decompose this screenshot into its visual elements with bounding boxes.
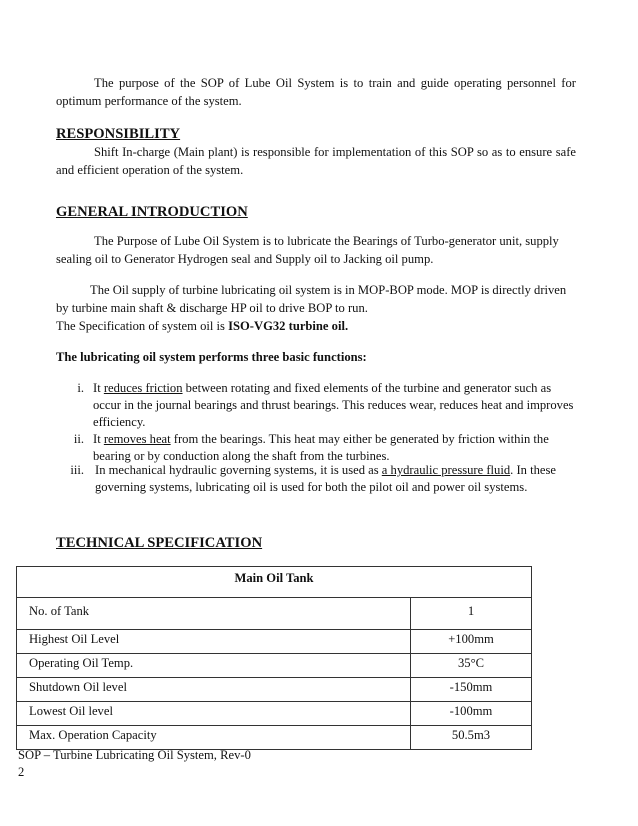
list-number: ii. — [73, 432, 84, 446]
general-introduction-heading: GENERAL INTRODUCTION — [56, 204, 248, 220]
table-title: Main Oil Tank — [17, 567, 532, 598]
responsibility-heading: RESPONSIBILITY — [56, 126, 181, 142]
reduces-friction-link[interactable]: reduces friction — [103, 381, 183, 395]
row-label: No. of Tank — [17, 598, 411, 630]
table-row — [17, 654, 532, 678]
hydraulic-pressure-fluid-link[interactable]: a hydraulic pressure fluid — [381, 463, 511, 477]
intro-paragraph-2 — [56, 281, 576, 317]
row-value: 50.5m3 — [411, 726, 532, 750]
intro-text-1: The Purpose of Lube Oil System is to lubricate the Bearings of Turbo-generator unit, supply sealing oil to Generator Hydrogen seal and Supply oil to Jacking oil pump. — [56, 234, 559, 266]
row-label: Max. Operation Capacity — [17, 726, 411, 750]
purpose-paragraph — [56, 74, 576, 110]
row-label: Highest Oil Level — [17, 630, 411, 654]
oil-spec-prefix: The Specification of system oil is — [56, 319, 229, 333]
footer-title: SOP – Turbine Lubricating Oil System, Rev-0 — [18, 748, 251, 762]
oil-spec-value: ISO-VG32 turbine oil. — [228, 319, 349, 333]
oil-specification-line — [56, 317, 576, 335]
list-text: It reduces friction between rotating and fixed elements of the turbine and generator such as occur in the journal bearings and thrust bearings. This reduces wear, reduces heat and improves efficiency. — [93, 381, 574, 429]
table-row — [17, 678, 532, 702]
row-value: 1 — [411, 598, 532, 630]
row-label: Shutdown Oil level — [17, 678, 411, 702]
table-header-row — [17, 567, 532, 598]
row-value: 35°C — [411, 654, 532, 678]
page-number: 2 — [18, 765, 25, 779]
list-text: It removes heat from the bearings. This heat may either be generated by friction within the bearing or by conduction along the shaft from the turbines. — [93, 432, 549, 463]
list-number: iii. — [70, 463, 84, 477]
responsibility-text: Shift In-charge (Main plant) is responsible for implementation of this SOP so as to ensure safe and efficient operation of the system. — [56, 145, 576, 177]
row-value: -100mm — [411, 702, 532, 726]
purpose-text: The purpose of the SOP of Lube Oil System is to train and guide operating personnel for optimum performance of the system. — [56, 76, 576, 108]
list-text: In mechanical hydraulic governing systems, it is used as a hydraulic pressure fluid. In these governing systems, lubricating oil is used for both the pilot oil and power oil systems. — [95, 463, 556, 494]
main-oil-tank-table — [16, 566, 532, 750]
page-footer — [18, 747, 278, 781]
functions-heading: The lubricating oil system performs three basic functions: — [56, 350, 367, 364]
table-row — [17, 598, 532, 630]
row-value: +100mm — [411, 630, 532, 654]
technical-specification-heading: TECHNICAL SPECIFICATION — [56, 535, 263, 551]
row-label: Operating Oil Temp. — [17, 654, 411, 678]
list-number: i. — [77, 381, 84, 395]
responsibility-paragraph — [56, 143, 576, 179]
removes-heat-link[interactable]: removes heat — [103, 432, 171, 446]
table-row — [17, 630, 532, 654]
table-row — [17, 702, 532, 726]
intro-text-2: The Oil supply of turbine lubricating oil system is in MOP-BOP mode. MOP is directly driven by turbine main shaft & discharge HP oil to drive BOP to run. — [56, 283, 567, 315]
row-label: Lowest Oil level — [17, 702, 411, 726]
row-value: -150mm — [411, 678, 532, 702]
table-row — [17, 726, 532, 750]
intro-paragraph-1 — [56, 232, 576, 268]
